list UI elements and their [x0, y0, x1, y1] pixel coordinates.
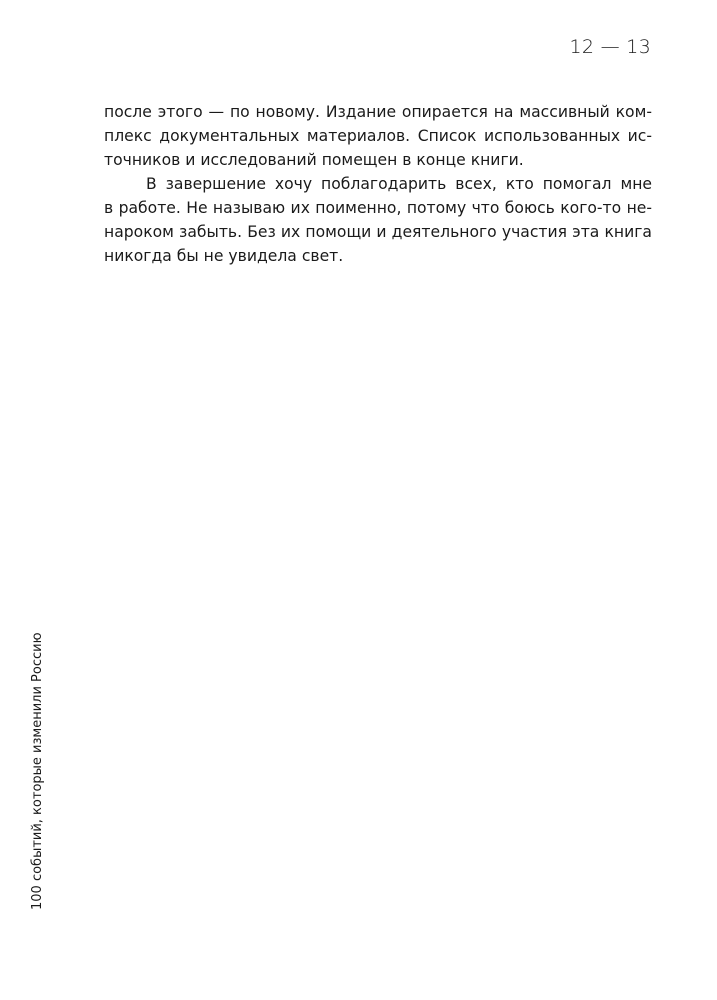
text-line: в работе. Не называю их поименно, потому что боюсь кого-то не-: [104, 199, 652, 217]
running-head: 100 событий, которые изменили Россию: [30, 632, 45, 910]
page-number: 12 — 13: [569, 36, 651, 58]
text-line: плекс документальных материалов. Список использованных ис-: [104, 127, 652, 145]
body-text: [104, 100, 652, 268]
text-line: В завершение хочу поблагодарить всех, кто помогал мне: [146, 175, 652, 193]
paragraph: [104, 172, 652, 268]
paragraph: [104, 100, 652, 172]
text-line: никогда бы не увидела свет.: [104, 247, 344, 265]
text-line: после этого — по новому. Издание опирается на массивный ком-: [104, 103, 652, 121]
text-line: точников и исследований помещен в конце книги.: [104, 151, 524, 169]
text-line: нароком забыть. Без их помощи и деятельного участия эта книга: [104, 223, 652, 241]
